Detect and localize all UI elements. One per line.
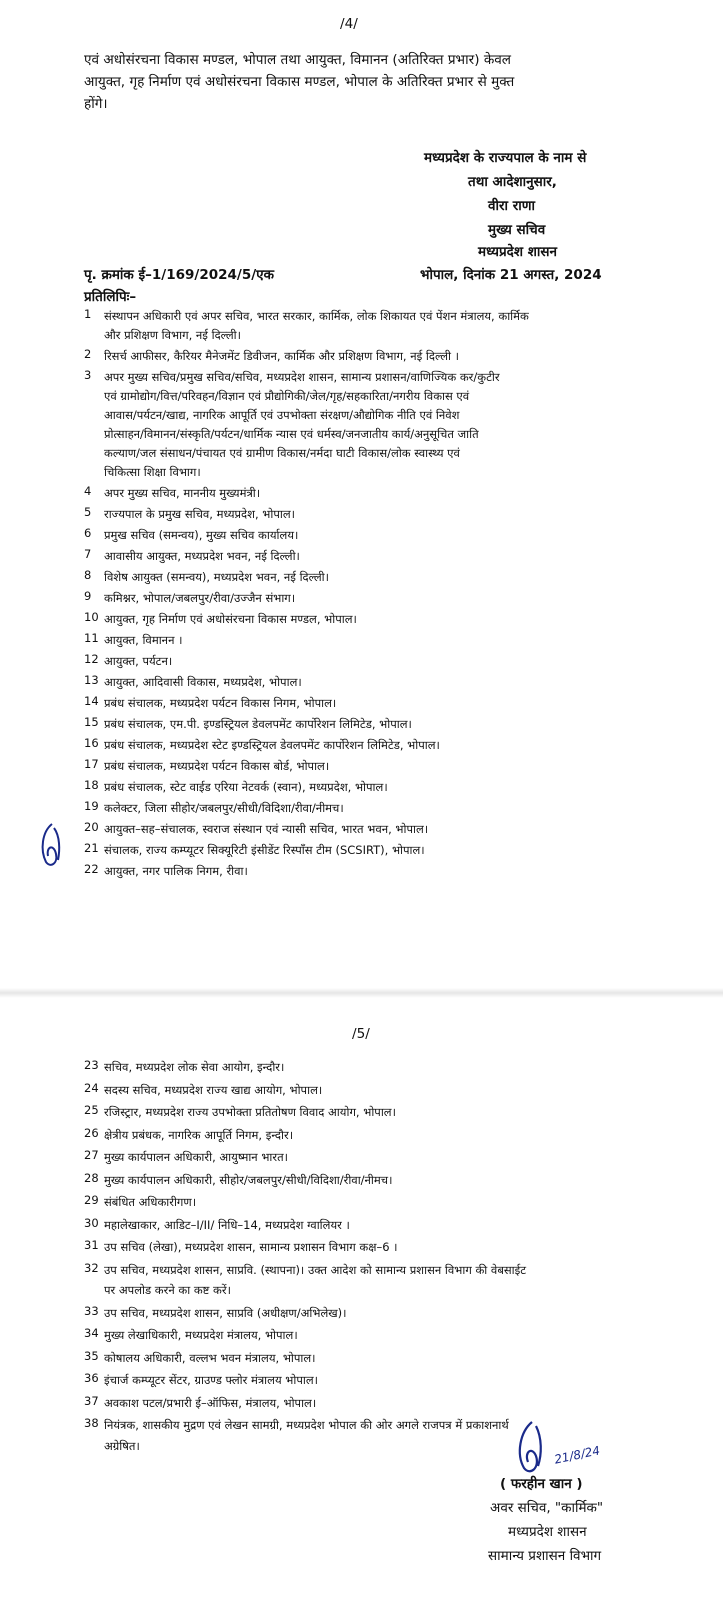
intro-line: एवं अधोसंरचना विकास मण्डल, भोपाल तथा आयुक्त, विमानन (अतिरिक्त प्रभार) केवल	[84, 52, 512, 68]
list-item-number: 5	[84, 505, 92, 519]
list-item-number: 28	[84, 1170, 99, 1185]
list-item-text: अवकाश पटल/प्रभारी ई–ऑफिस, मंत्रालय, भोपाल।	[104, 1395, 317, 1410]
page-marker: /4/	[340, 16, 358, 32]
list-item-number: 32	[84, 1260, 99, 1275]
list-item-number: 12	[84, 652, 99, 666]
list-item-text: आयुक्त, गृह निर्माण एवं अधोसंरचना विकास मण्डल, भोपाल।	[104, 612, 357, 626]
list-item-number: 34	[84, 1326, 99, 1340]
list-item-text: आयुक्त, आदिवासी विकास, मध्यप्रदेश, भोपाल।	[104, 675, 302, 689]
list-item-number: 16	[84, 736, 99, 750]
list-item-number: 3	[84, 368, 92, 382]
list-item-number: 35	[84, 1348, 99, 1363]
list-item-number: 26	[84, 1125, 99, 1140]
list-item-number: 38	[84, 1416, 99, 1430]
sig-government: मध्यप्रदेश शासन	[508, 1524, 587, 1540]
list-item-number: 20	[84, 820, 99, 834]
intro-line: होंगे।	[84, 96, 108, 112]
list-item-text: प्रबंध संचालक, मध्यप्रदेश पर्यटन विकास बोर्ड, भोपाल।	[104, 759, 330, 773]
list-item-text: आयुक्त–सह–संचालक, स्वराज संस्थान एवं न्यासी सचिव, भारत भवन, भोपाल।	[104, 822, 429, 836]
list-item-text: इंचार्ज कम्प्यूटर सेंटर, ग्राउण्ड फ्लोर मंत्रालय भोपाल।	[104, 1373, 319, 1387]
list-item-number: 36	[84, 1371, 99, 1385]
list-item-text: अपर मुख्य सचिव, माननीय मुख्यमंत्री।	[104, 486, 261, 500]
list-item-text: मुख्य लेखाधिकारी, मध्यप्रदेश मंत्रालय, भोपाल।	[104, 1328, 298, 1342]
list-item-text: संस्थापन अधिकारी एवं अपर सचिव, भारत सरकार, कार्मिक, लोक शिकायत एवं पेंशन मंत्रालय, कार्मिक	[104, 309, 529, 323]
list-item-text: आवासीय आयुक्त, मध्यप्रदेश भवन, नई दिल्ली।	[104, 549, 300, 563]
list-item-number: 19	[84, 799, 99, 813]
list-item-text: मुख्य कार्यपालन अधिकारी, सीहोर/जबलपुर/सीधी/विदिशा/रीवा/नीमच।	[104, 1172, 393, 1187]
list-item-text: आयुक्त, विमानन ।	[104, 633, 183, 647]
list-item-text: प्रोत्साहन/विमानन/संस्कृति/पर्यटन/धार्मिक न्यास एवं धर्मस्व/जनजातीय कार्य/अनुसूचित जाति	[104, 427, 479, 441]
list-item-number: 23	[84, 1058, 99, 1072]
list-item-number: 4	[84, 484, 92, 498]
list-item-number: 1	[84, 307, 92, 321]
list-item-text: अपर मुख्य सचिव/प्रमुख सचिव/सचिव, मध्यप्रदेश शासन, सामान्य प्रशासन/वाणिज्यिक कर/कुटीर	[104, 370, 500, 384]
list-item-text: सचिव, मध्यप्रदेश लोक सेवा आयोग, इन्दौर।	[104, 1060, 285, 1074]
sig-designation: अवर सचिव, "कार्मिक"	[490, 1500, 604, 1516]
list-item-number: 14	[84, 694, 99, 708]
list-item-text: प्रबंध संचालक, मध्यप्रदेश स्टेट इण्डस्ट्रियल डेवलपमेंट कार्पोरेशन लिमिटेड, भोपाल।	[104, 738, 440, 752]
list-item-text: कलेक्टर, जिला सीहोर/जबलपुर/सीधी/विदिशा/रीवा/नीमच।	[104, 801, 344, 815]
list-item-number: 13	[84, 673, 99, 687]
list-item-text: प्रबंध संचालक, मध्यप्रदेश पर्यटन विकास निगम, भोपाल।	[104, 696, 337, 710]
list-item-text: प्रबंध संचालक, स्टेट वाईड एरिया नेटवर्क (स्वान), मध्यप्रदेश, भोपाल।	[104, 780, 388, 794]
list-item-text: आयुक्त, पर्यटन।	[104, 654, 173, 668]
list-item-text: रजिस्ट्रार, मध्यप्रदेश राज्य उपभोक्ता प्रतितोषण विवाद आयोग, भोपाल।	[104, 1105, 396, 1119]
list-item-text: चिकित्सा शिक्षा विभाग।	[104, 465, 201, 479]
sig-name: ( फरहीन खान )	[500, 1476, 583, 1492]
copy-label: प्रतिलिपिः–	[84, 289, 137, 305]
list-item-text: रिसर्च आफीसर, कैरियर मैनेजमेंट डिवीजन, कार्मिक और प्रशिक्षण विभाग, नई दिल्ली ।	[104, 349, 459, 363]
list-item-text: विशेष आयुक्त (समन्वय), मध्यप्रदेश भवन, नई दिल्ली।	[104, 570, 329, 584]
sig-name: वीरा राणा	[488, 198, 535, 214]
list-item-number: 18	[84, 778, 99, 792]
list-item-number: 2	[84, 347, 92, 361]
list-item-text: आयुक्त, नगर पालिक निगम, रीवा।	[104, 864, 248, 878]
list-item-text: क्षेत्रीय प्रबंधक, नागरिक आपूर्ति निगम, इन्दौर।	[104, 1127, 294, 1142]
sig-line2: तथा आदेशानुसार,	[468, 174, 557, 190]
list-item-text: नियंत्रक, शासकीय मुद्रण एवं लेखन सामग्री, मध्यप्रदेश भोपाल की ओर अगले राजपत्र में प्रकाशनार्थ	[104, 1418, 509, 1432]
sig-line1: मध्यप्रदेश के राज्यपाल के नाम से	[424, 150, 587, 166]
list-item-number: 21	[84, 841, 99, 855]
sig-designation: मुख्य सचिव	[488, 222, 546, 238]
list-item-text: उप सचिव (लेखा), मध्यप्रदेश शासन, सामान्य प्रशासन विभाग कक्ष–6 ।	[104, 1240, 398, 1254]
list-item-text: प्रबंध संचालक, एम.पी. इण्डस्ट्रियल डेवलपमेंट कार्पोरेशन लिमिटेड, भोपाल।	[104, 717, 412, 731]
list-item-number: 37	[84, 1393, 99, 1408]
list-item-number: 22	[84, 862, 99, 876]
list-item-number: 17	[84, 757, 99, 771]
signature-date: 21/8/24	[553, 1443, 602, 1467]
page-marker: /5/	[352, 1026, 370, 1042]
list-item-text: कल्याण/जल संसाधन/पंचायत एवं ग्रामीण विकास/नर्मदा घाटी विकास/लोक स्वास्थ्य एवं	[104, 446, 460, 460]
list-item-number: 6	[84, 526, 92, 540]
sig-department: सामान्य प्रशासन विभाग	[488, 1548, 602, 1564]
signature-image	[506, 1418, 556, 1478]
list-item-text: मुख्य कार्यपालन अधिकारी, आयुष्मान भारत।	[104, 1150, 289, 1164]
page-separator	[0, 988, 723, 998]
list-item-number: 10	[84, 610, 99, 624]
list-item-text: प्रमुख सचिव (समन्वय), मुख्य सचिव कार्यालय।	[104, 528, 299, 542]
list-item-text: और प्रशिक्षण विभाग, नई दिल्ली।	[104, 328, 241, 342]
list-item-text: सदस्य सचिव, मध्यप्रदेश राज्य खाद्य आयोग, भोपाल।	[104, 1082, 323, 1097]
list-item-number: 7	[84, 547, 92, 561]
list-item-text: पर अपलोड करने का कष्ट करें।	[104, 1283, 231, 1297]
list-item-number: 29	[84, 1193, 99, 1207]
intro-line: आयुक्त, गृह निर्माण एवं अधोसंरचना विकास मण्डल, भोपाल के अतिरिक्त प्रभार से मुक्त	[84, 74, 515, 90]
list-item-number: 9	[84, 589, 92, 603]
list-item-number: 24	[84, 1080, 99, 1095]
list-item-text: संचालक, राज्य कम्प्यूटर सिक्यूरिटी इंसीडेंट रिस्पॉंस टीम (SCSIRT), भोपाल।	[104, 843, 425, 857]
list-item-text: कोषालय अधिकारी, वल्लभ भवन मंत्रालय, भोपाल।	[104, 1350, 316, 1365]
ref-number: पृ. क्रमांक ई–1/169/2024/5/एक	[84, 267, 274, 283]
list-item-text: कमिश्नर, भोपाल/जबलपुर/रीवा/उज्जैन संभाग।	[104, 591, 296, 605]
list-item-number: 33	[84, 1303, 99, 1318]
list-item-text: संबंधित अधिकारीगण।	[104, 1195, 197, 1209]
list-item-text: अग्रेषित।	[104, 1438, 140, 1453]
list-item-text: राज्यपाल के प्रमुख सचिव, मध्यप्रदेश, भोपाल।	[104, 507, 296, 521]
list-item-text: आवास/पर्यटन/खाद्य, नागरिक आपूर्ति एवं उपभोक्ता संरक्षण/औद्योगिक नीति एवं निवेश	[104, 408, 460, 422]
list-item-text: उप सचिव, मध्यप्रदेश शासन, साप्रवि. (स्थापना)। उक्त आदेश को सामान्य प्रशासन विभाग की वेबसाईट	[104, 1262, 527, 1277]
list-item-number: 30	[84, 1215, 99, 1230]
list-item-number: 15	[84, 715, 99, 729]
place-date: भोपाल, दिनांक 21 अगस्त, 2024	[420, 267, 602, 283]
list-item-number: 8	[84, 568, 92, 582]
list-item-text: उप सचिव, मध्यप्रदेश शासन, साप्रवि (अधीक्षण/अभिलेख)।	[104, 1305, 347, 1320]
list-item-number: 25	[84, 1103, 99, 1117]
sig-department: मध्यप्रदेश शासन	[478, 244, 558, 260]
list-item-number: 27	[84, 1148, 99, 1162]
list-item-text: महालेखाकार, आडिट–I/II/ निधि–14, मध्यप्रदेश ग्वालियर ।	[104, 1217, 350, 1232]
list-item-number: 11	[84, 631, 99, 645]
list-item-number: 31	[84, 1238, 99, 1252]
list-item-text: एवं ग्रामोद्योग/वित्त/परिवहन/विज्ञान एवं प्रौद्योगिकी/जेल/गृह/सहकारिता/नगरीय विकास एवं	[104, 389, 470, 403]
margin-initial-mark	[34, 820, 68, 870]
